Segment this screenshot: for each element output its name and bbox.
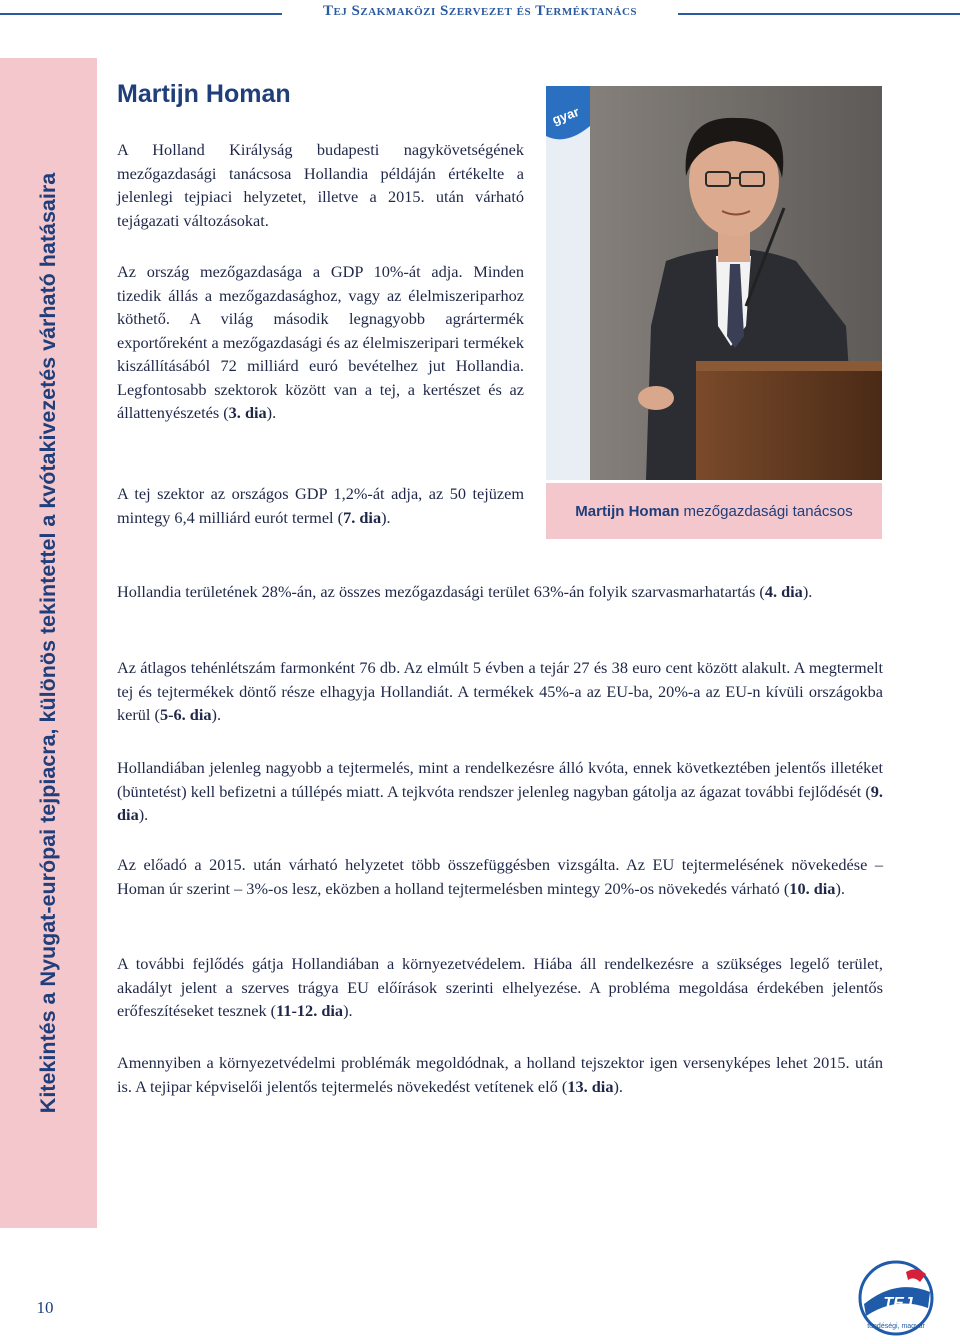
header-title: Tej Szakmaközi Szervezet és Terméktanács: [322, 3, 638, 19]
banner-text: gyar: [550, 103, 582, 128]
paragraph-end: ).: [266, 403, 277, 422]
paragraph-text: Hollandia területének 28%-án, az összes mezőgazdasági terület 63%-án folyik szarvasmarhatartás (: [117, 582, 765, 601]
paragraph-end: ).: [613, 1076, 623, 1096]
slide-reference: 13. dia: [567, 1076, 614, 1096]
tej-logo: [846, 1258, 946, 1336]
intro-paragraph: A Holland Királyság budapesti nagykövetségének mezőgazdasági tanácsosa Hollandia példáján értékelte a jelenlegi tejpiaci helyzetet, illetve a 2015. után várható tejágazati változásokat.: [117, 140, 524, 230]
paragraph-text: Az átlagos tehénlétszám farmonként 76 db. Az elmúlt 5 évben a tejár 27 és 38 euro cent között alakult. A megtermelt tej és tejtermékek döntő része elhagyja Hollandiát. A termékek 45%-a az EU-ba, 20%-a az EU-n kívüli országokba kerül (: [117, 658, 883, 724]
paragraph-environment: [117, 952, 883, 1023]
slide-reference: 3. dia: [228, 403, 267, 422]
caption-name: Martijn Homan: [575, 502, 680, 520]
speaker-photo-illustration: [546, 86, 882, 480]
paragraph-text: Hollandiában jelenleg nagyobb a tejtermelés, mint a rendelkezésre álló kvóta, ennek következtében jelentős illetéket (büntetést) kell befizetni a túllépés miatt. A tejkvóta rendszer jelenleg nagyban gátolja az ágazat további fejlődését (: [117, 758, 883, 801]
logo-slogan: tündéségi, magyar: [867, 1323, 925, 1330]
slide-reference: 11-12. dia: [276, 1001, 344, 1020]
paragraph-economy: [117, 260, 524, 425]
paragraph-end: ).: [138, 805, 149, 824]
header-rule-left: [0, 13, 282, 15]
paragraph-text: A további fejlődés gátja Hollandiában a környezetvédelem. Hiába áll rendelkezésre a szükséges legelő terület, akadályt jelent a szerves trágya EU előírások szerinti elhelyezése. A probléma megoldása érdekében jelentős erőfeszítéseket tesznek (: [117, 954, 883, 1020]
paragraph-end: ).: [802, 582, 813, 601]
slide-reference: 7. dia: [343, 507, 382, 527]
paragraph-outlook: [117, 1051, 883, 1098]
page-number: 10: [36, 1298, 54, 1317]
slide-reference: 9. dia: [117, 781, 883, 824]
header-rule-right: [678, 13, 960, 15]
paragraph-forecast: [117, 853, 883, 900]
paragraph-end: ).: [211, 705, 222, 724]
paragraph-herd-size: [117, 656, 883, 727]
slide-reference: 4. dia: [764, 582, 803, 601]
slide-reference: 10. dia: [789, 878, 836, 898]
photo-caption: [546, 483, 882, 539]
paragraph-text: Az ország mezőgazdasága a GDP 10%-át adja. Minden tizedik állás a mezőgazdasághoz, vagy az élelmiszeriparhoz köthető. A világ második legnagyobb agrártermék exportőreként a mezőgazdasági és az élelmiszeripari termékek kiszállításából 72 milliárd euró bevételhez jut Hollandia. Legfontosabb szektorok között van a tej, a kertészet és az állattenyészetés (: [117, 262, 524, 422]
paragraph-end: ).: [835, 878, 845, 898]
slide-reference: 5-6. dia: [159, 705, 212, 724]
paragraph-quota: [117, 756, 883, 827]
tej-logo-graphic: [846, 1258, 946, 1336]
speaker-photo: [546, 86, 882, 480]
paragraph-cattle: [117, 580, 883, 604]
article-heading: Martijn Homan: [117, 80, 291, 108]
paragraph-text: Amennyiben a környezetvédelmi problémák megoldódnak, a holland tejszektor igen versenyképes lehet 2015. után is. A tejipar képviselői jelentős tejtermelés növekedést vetítenek elő (: [117, 1053, 883, 1096]
sidebar-title: Kitekintés a Nyugat-európai tejpiacra, különös tekintettel a kvótakivezetés várható hatásaira: [36, 172, 60, 1114]
paragraph-dairy-sector: [117, 482, 524, 529]
paragraph-text: Az előadó a 2015. után várható helyzetet több összefüggésben vizsgálta. Az EU tejtermelésének növekedése – Homan úr szerint – 3%-os lesz, eközben a holland tejtermelésben mintegy 20%-os növekedés várható (: [117, 855, 883, 898]
logo-word: TEJ: [883, 1295, 913, 1312]
paragraph-text: A tej szektor az országos GDP 1,2%-át adja, az 50 tejüzem mintegy 6,4 milliárd eurót termel (: [117, 484, 524, 527]
paragraph-end: ).: [381, 507, 391, 527]
paragraph-end: ).: [343, 1001, 353, 1020]
sidebar: [0, 58, 97, 1228]
caption-role: mezőgazdasági tanácsos: [683, 502, 853, 520]
